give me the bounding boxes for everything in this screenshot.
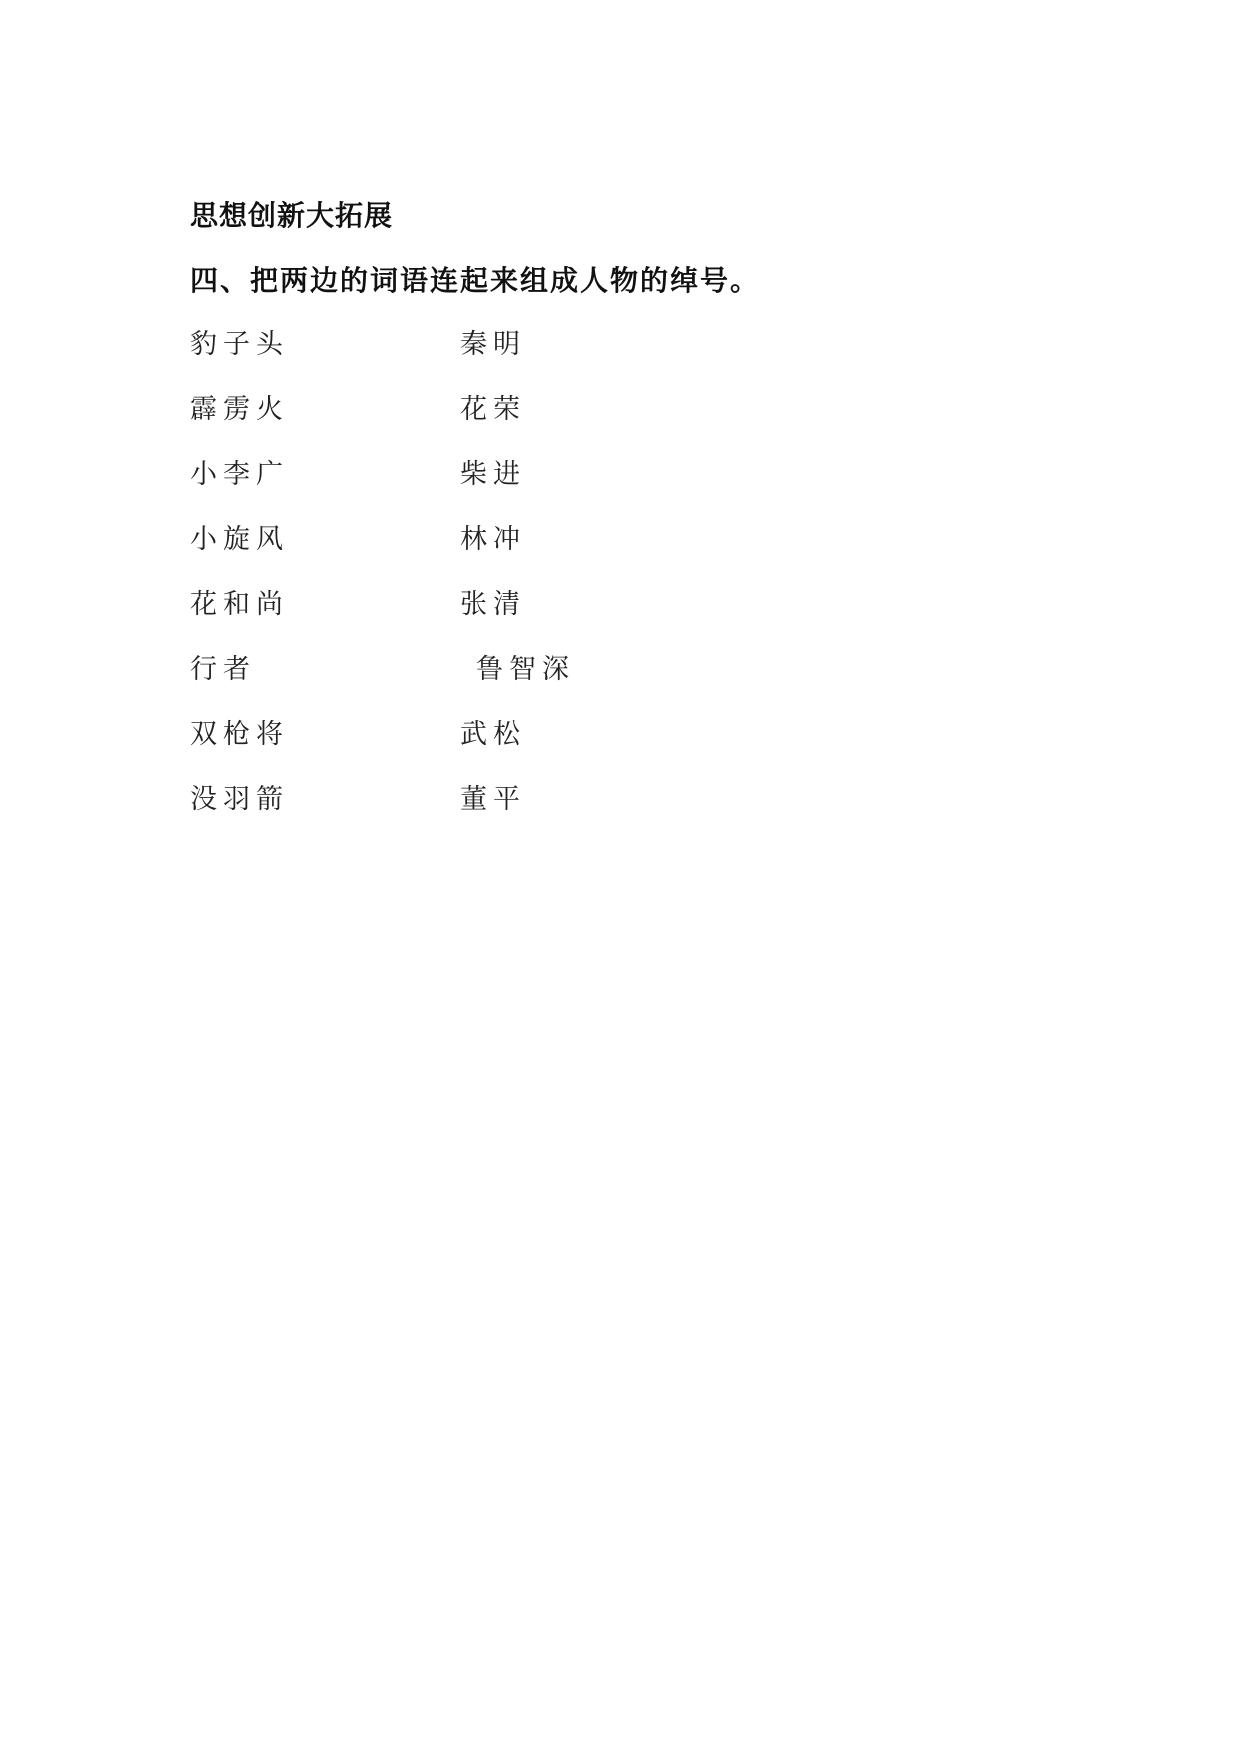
- nickname-item: 豹子头: [190, 329, 289, 360]
- nickname-item: 花和尚: [190, 589, 289, 620]
- person-item: 鲁智深: [476, 654, 575, 685]
- person-item: 柴进: [460, 459, 526, 490]
- match-row: [190, 455, 790, 520]
- match-row: [190, 650, 790, 715]
- nickname-item: 小旋风: [190, 524, 289, 555]
- matching-exercise: [190, 325, 790, 845]
- match-row: [190, 780, 790, 845]
- person-item: 花荣: [460, 394, 526, 425]
- match-row: [190, 325, 790, 390]
- question-prompt: 四、把两边的词语连起来组成人物的绰号。: [190, 264, 761, 297]
- nickname-item: 双枪将: [190, 719, 289, 750]
- match-row: [190, 585, 790, 650]
- nickname-item: 没羽箭: [190, 784, 289, 815]
- person-item: 林冲: [460, 524, 526, 555]
- match-row: [190, 520, 790, 585]
- match-row: [190, 715, 790, 780]
- person-item: 武松: [460, 719, 526, 750]
- nickname-item: 霹雳火: [190, 394, 289, 425]
- nickname-item: 小李广: [190, 459, 289, 490]
- person-item: 董平: [460, 784, 526, 815]
- person-item: 秦明: [460, 329, 526, 360]
- nickname-item: 行者: [190, 654, 256, 685]
- person-item: 张清: [460, 589, 526, 620]
- section-title: 思想创新大拓展: [190, 199, 394, 232]
- match-row: [190, 390, 790, 455]
